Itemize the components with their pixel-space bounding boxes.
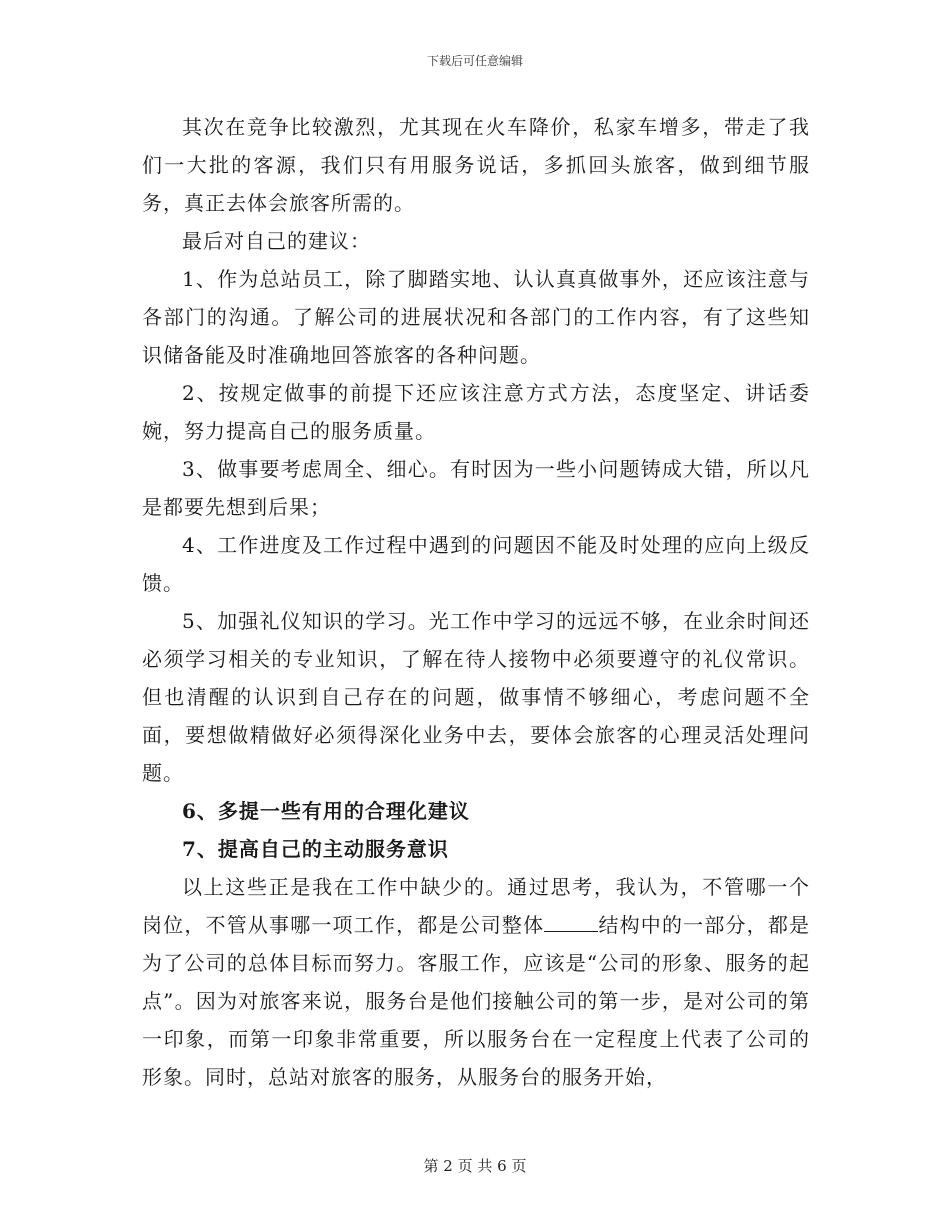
paragraph-suggestion-7: 7、提高自己的主动服务意识 xyxy=(182,837,449,861)
paragraph-suggestion-3: 3、做事要考虑周全、细心。有时因为一些小问题铸成大错，所以凡是都要先想到后果； xyxy=(142,457,810,519)
paragraph-suggestion-4: 4、工作进度及工作过程中遇到的问题因不能及时处理的应向上级反馈。 xyxy=(142,533,810,595)
paragraph-suggestion-1: 1、作为总站员工，除了脚踏实地、认认真真做事外，还应该注意与各部门的沟通。了解公司的进展状况和各部门的工作内容，有了这些知识储备能及时准确地回答旅客的各种问题。 xyxy=(142,267,810,367)
paragraph-suggestion-2: 2、按规定做事的前提下还应该注意方式方法，态度坚定、讲话委婉，努力提高自己的服务质量。 xyxy=(142,381,810,443)
paragraph-suggestion-5: 5、加强礼仪知识的学习。光工作中学习的远远不够，在业余时间还必须学习相关的专业知识，了解在待人接物中必须要遵守的礼仪常识。但也清醒的认识到自己存在的问题，做事情不够细心，考虑问题不全面，要想做精做好必须得深化业务中去，要体会旅客的心理灵活处理问题。 xyxy=(142,609,810,785)
page-footer: 第 2 页 共 6 页 xyxy=(423,1157,527,1175)
paragraph-conclusion xyxy=(142,868,810,1096)
paragraph-suggestions-heading: 最后对自己的建议： xyxy=(182,229,371,253)
paragraph-competition: 其次在竞争比较激烈，尤其现在火车降价，私家车增多，带走了我们一大批的客源，我们只有用服务说话，多抓回头旅客，做到细节服务，真正去体会旅客所需的。 xyxy=(142,115,810,215)
paragraph-suggestion-6: 6、多提一些有用的合理化建议 xyxy=(182,799,470,823)
fill-in-blank xyxy=(544,913,598,932)
page-header: 下载后可任意编辑 xyxy=(426,54,523,68)
document-body xyxy=(142,108,810,1096)
conclusion-text-after-blank: 结构中的一部分，都是为了公司的总体目标而努力。客服工作，应该是“公司的形象、服务的起点”。因为对旅客来说，服务台是他们接触公司的第一步，是对公司的第一印象，而第一印象非常重要，所以服务台在一定程度上代表了公司的形象。同时，总站对旅客的服务，从服务台的服务开始， xyxy=(142,913,811,1089)
conclusion-text-before-blank: 以上这些正是我在工作中缺少的。通过思考，我认为，不管哪一个岗位，不管从事哪一项工作，都是公司整体 xyxy=(142,875,810,937)
